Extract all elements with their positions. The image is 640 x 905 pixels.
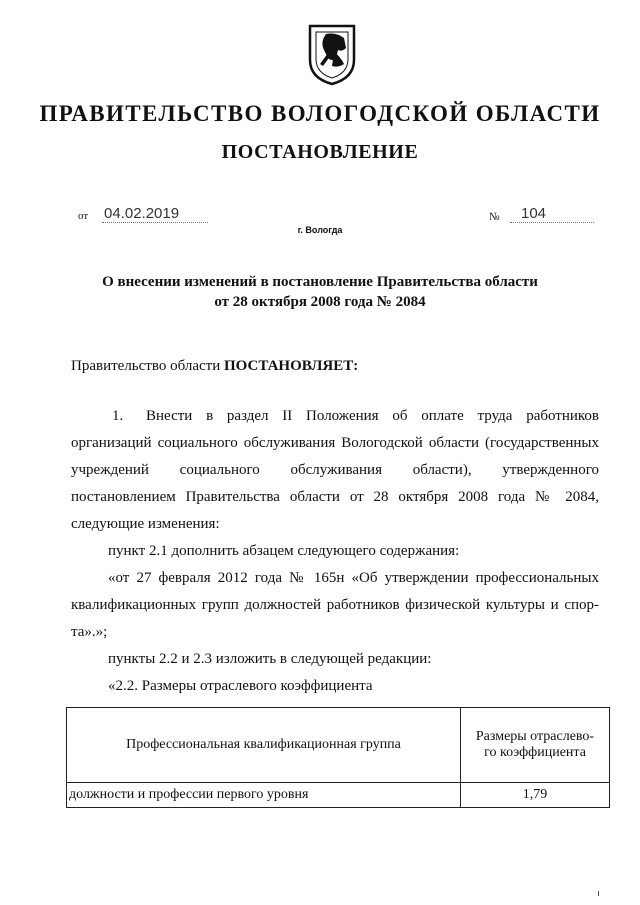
header-group-cell: Профессиональная квалификационная группа [67,708,461,783]
quote-line: та».»; [71,624,108,640]
document-subject [0,272,640,312]
item-1-text-line: постановлением Правительства области от 28 октября 2008 года № 2084, [71,489,599,505]
document-number: 104 [521,205,547,222]
subject-line-2: от 28 октября 2008 года № 2084 [214,294,426,310]
item-1-text-line: следующие изменения: [71,516,220,532]
city-label: г. Вологда [297,225,343,235]
table-row [67,783,610,808]
item-1-number: 1. [112,408,124,424]
date-underline [102,222,208,223]
preamble-text: Правительство области [71,358,224,374]
header-coefficient-cell [461,708,610,783]
header-coefficient-line-2: го коэффициента [484,745,586,760]
table-header-row [67,708,610,783]
subject-line-1: О внесении изменений в постановление Правительства области [102,274,538,290]
preamble-decree: ПОСТАНОВЛЯЕТ: [223,358,359,374]
clause-2-1: пункт 2.1 дополнить абзацем следующего содержания: [108,543,460,559]
quote-line: «от 27 февраля 2012 года № 165н «Об утверждении профессиональных [108,570,599,586]
page-mark [598,891,599,896]
item-1-text-line: организаций социального обслуживания Вологодской области (государственных [71,435,599,451]
document-date: 04.02.2019 [104,205,180,222]
item-1-text-line: учреждений социального обслуживания области), утвержденного [71,462,599,478]
item-1 [71,406,599,703]
number-underline [510,222,594,223]
clause-2-2-title: «2.2. Размеры отраслевого коэффициента [108,678,373,694]
coefficient-table [66,707,610,808]
row-group-cell: должности и профессии первого уровня [67,783,461,808]
coat-of-arms-emblem [306,22,358,86]
quote-line: квалификационных групп должностей работников физической культуры и спор- [71,597,599,613]
row-value-cell: 1,79 [461,783,610,808]
date-prefix-label: от [78,210,89,222]
clause-2-2: пункты 2.2 и 2.3 изложить в следующей редакции: [108,651,432,667]
item-1-text-line: Внести в раздел II Положения об оплате труда работников [146,408,599,424]
preamble [71,356,358,376]
number-prefix-label: № [489,211,500,223]
header-coefficient-line-1: Размеры отраслево- [475,729,595,744]
government-title: ПРАВИТЕЛЬСТВО ВОЛОГОДСКОЙ ОБЛАСТИ [39,101,601,126]
item-1-line-1 [71,406,599,433]
document-type-heading: ПОСТАНОВЛЕНИЕ [221,141,419,163]
